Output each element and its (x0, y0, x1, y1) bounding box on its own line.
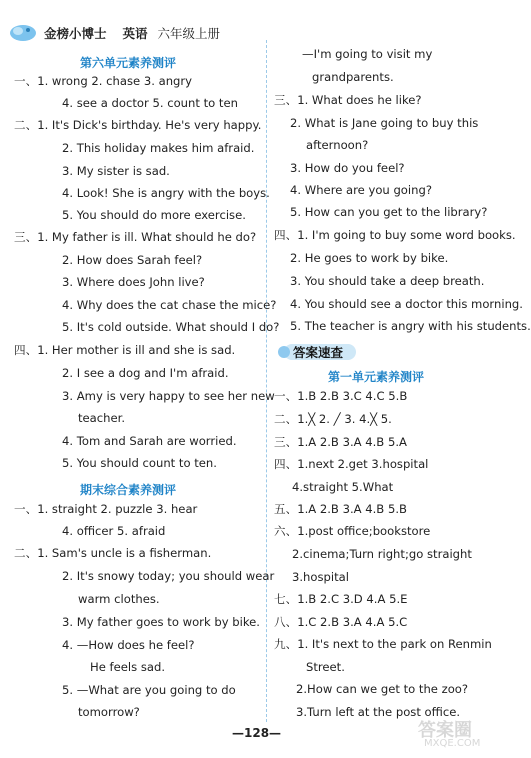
answer-line: 二、1. It's Dick's birthday. He's very happy. (14, 118, 262, 132)
answer-line: 2. What is Jane going to buy this (290, 116, 479, 130)
watermark-logo: 答案圈 (418, 720, 472, 741)
brand-name: 金榜小博士 (44, 26, 107, 41)
badge-dot-icon (278, 346, 290, 358)
answer-line: 一、1.B 2.B 3.C 4.C 5.B (274, 389, 408, 403)
page-header (44, 22, 220, 44)
grade-label: 六年级上册 (157, 26, 221, 41)
answer-line: 4. You should see a doctor this morning. (290, 297, 523, 311)
answer-line: 4. —How does he feel? (62, 638, 195, 652)
answer-line: tomorrow? (78, 705, 140, 719)
answer-line: teacher. (78, 411, 126, 425)
answer-line: 2. I see a dog and I'm afraid. (62, 366, 229, 380)
badge-label: 答案速查 (293, 345, 344, 360)
answer-line: 七、1.B 2.C 3.D 4.A 5.E (274, 592, 408, 606)
answer-line: 三、1. My father is ill. What should he do? (14, 230, 257, 244)
answer-line: 2. He goes to work by bike. (290, 251, 449, 265)
answer-line: 2. How does Sarah feel? (62, 253, 203, 267)
answer-line: 四、1. I'm going to buy some word books. (274, 228, 516, 242)
unit1-title: 第一单元素养测评 (328, 370, 425, 384)
answer-line: 3.Turn left at the post office. (296, 705, 461, 719)
answer-line: 4.straight 5.What (292, 480, 394, 494)
answer-line: 五、1.A 2.B 3.A 4.B 5.B (274, 502, 407, 516)
answer-line: 3. My father goes to work by bike. (62, 615, 260, 629)
answer-line: 4. see a doctor 5. count to ten (62, 96, 238, 110)
answer-line: grandparents. (312, 70, 394, 84)
answer-line: 3. Amy is very happy to see her new (62, 389, 275, 403)
answer-line: 5. The teacher is angry with his students. (290, 319, 531, 333)
answer-key-badge (278, 342, 358, 362)
answer-line: 一、1. wrong 2. chase 3. angry (14, 74, 193, 88)
answer-line: 六、1.post office;bookstore (274, 524, 431, 538)
answer-line: 九、1. It's next to the park on Renmin (274, 637, 492, 651)
watermark-url: MXQE.COM (424, 738, 481, 749)
answer-line: —I'm going to visit my (302, 47, 433, 61)
answer-line: 4. Why does the cat chase the mice? (62, 298, 277, 312)
answer-line: 三、1. What does he like? (274, 93, 422, 107)
subject-label: 英语 (122, 26, 148, 41)
answer-line: 四、1.next 2.get 3.hospital (274, 457, 429, 471)
answer-line: 4. Where are you going? (290, 183, 432, 197)
answer-line: 3. My sister is sad. (62, 164, 170, 178)
answer-line: 二、1. Sam's uncle is a fisherman. (14, 546, 212, 560)
answer-line: 4. Look! She is angry with the boys. (62, 186, 270, 200)
answer-line: warm clothes. (78, 592, 160, 606)
answer-line: 一、1. straight 2. puzzle 3. hear (14, 502, 198, 516)
page-number: —128— (232, 726, 282, 740)
brand-logo-icon (8, 21, 38, 43)
answer-line: 四、1. Her mother is ill and she is sad. (14, 343, 236, 357)
unit6-title: 第六单元素养测评 (80, 56, 177, 70)
answer-line: 3. Where does John live? (62, 275, 205, 289)
answer-line: 5. How can you get to the library? (290, 205, 488, 219)
answer-line: 二、1.╳ 2. ╱ 3. 4.╳ 5. (274, 412, 392, 426)
answer-line: 2. This holiday makes him afraid. (62, 141, 255, 155)
answer-line: 5. It's cold outside. What should I do? (62, 320, 280, 334)
answer-line: 2. It's snowy today; you should wear (62, 569, 275, 583)
answer-line: 八、1.C 2.B 3.A 4.A 5.C (274, 615, 408, 629)
answer-line: 三、1.A 2.B 3.A 4.B 5.A (274, 435, 407, 449)
answer-line: 4. Tom and Sarah are worried. (62, 434, 237, 448)
answer-line: 2.cinema;Turn right;go straight (292, 547, 472, 561)
answer-line: 5. You should do more exercise. (62, 208, 246, 222)
answer-line: 5. You should count to ten. (62, 456, 217, 470)
column-divider (266, 40, 267, 722)
answer-line: 2.How can we get to the zoo? (296, 682, 469, 696)
final-exam-title: 期末综合素养测评 (80, 483, 177, 497)
answer-line: Street. (306, 660, 345, 674)
answer-line: 3. You should take a deep breath. (290, 274, 485, 288)
answer-line: afternoon? (306, 138, 369, 152)
answer-line: 3. How do you feel? (290, 161, 405, 175)
answer-line: 5. —What are you going to do (62, 683, 236, 697)
answer-line: He feels sad. (90, 660, 166, 674)
answer-line: 3.hospital (292, 570, 349, 584)
answer-line: 4. officer 5. afraid (62, 524, 166, 538)
